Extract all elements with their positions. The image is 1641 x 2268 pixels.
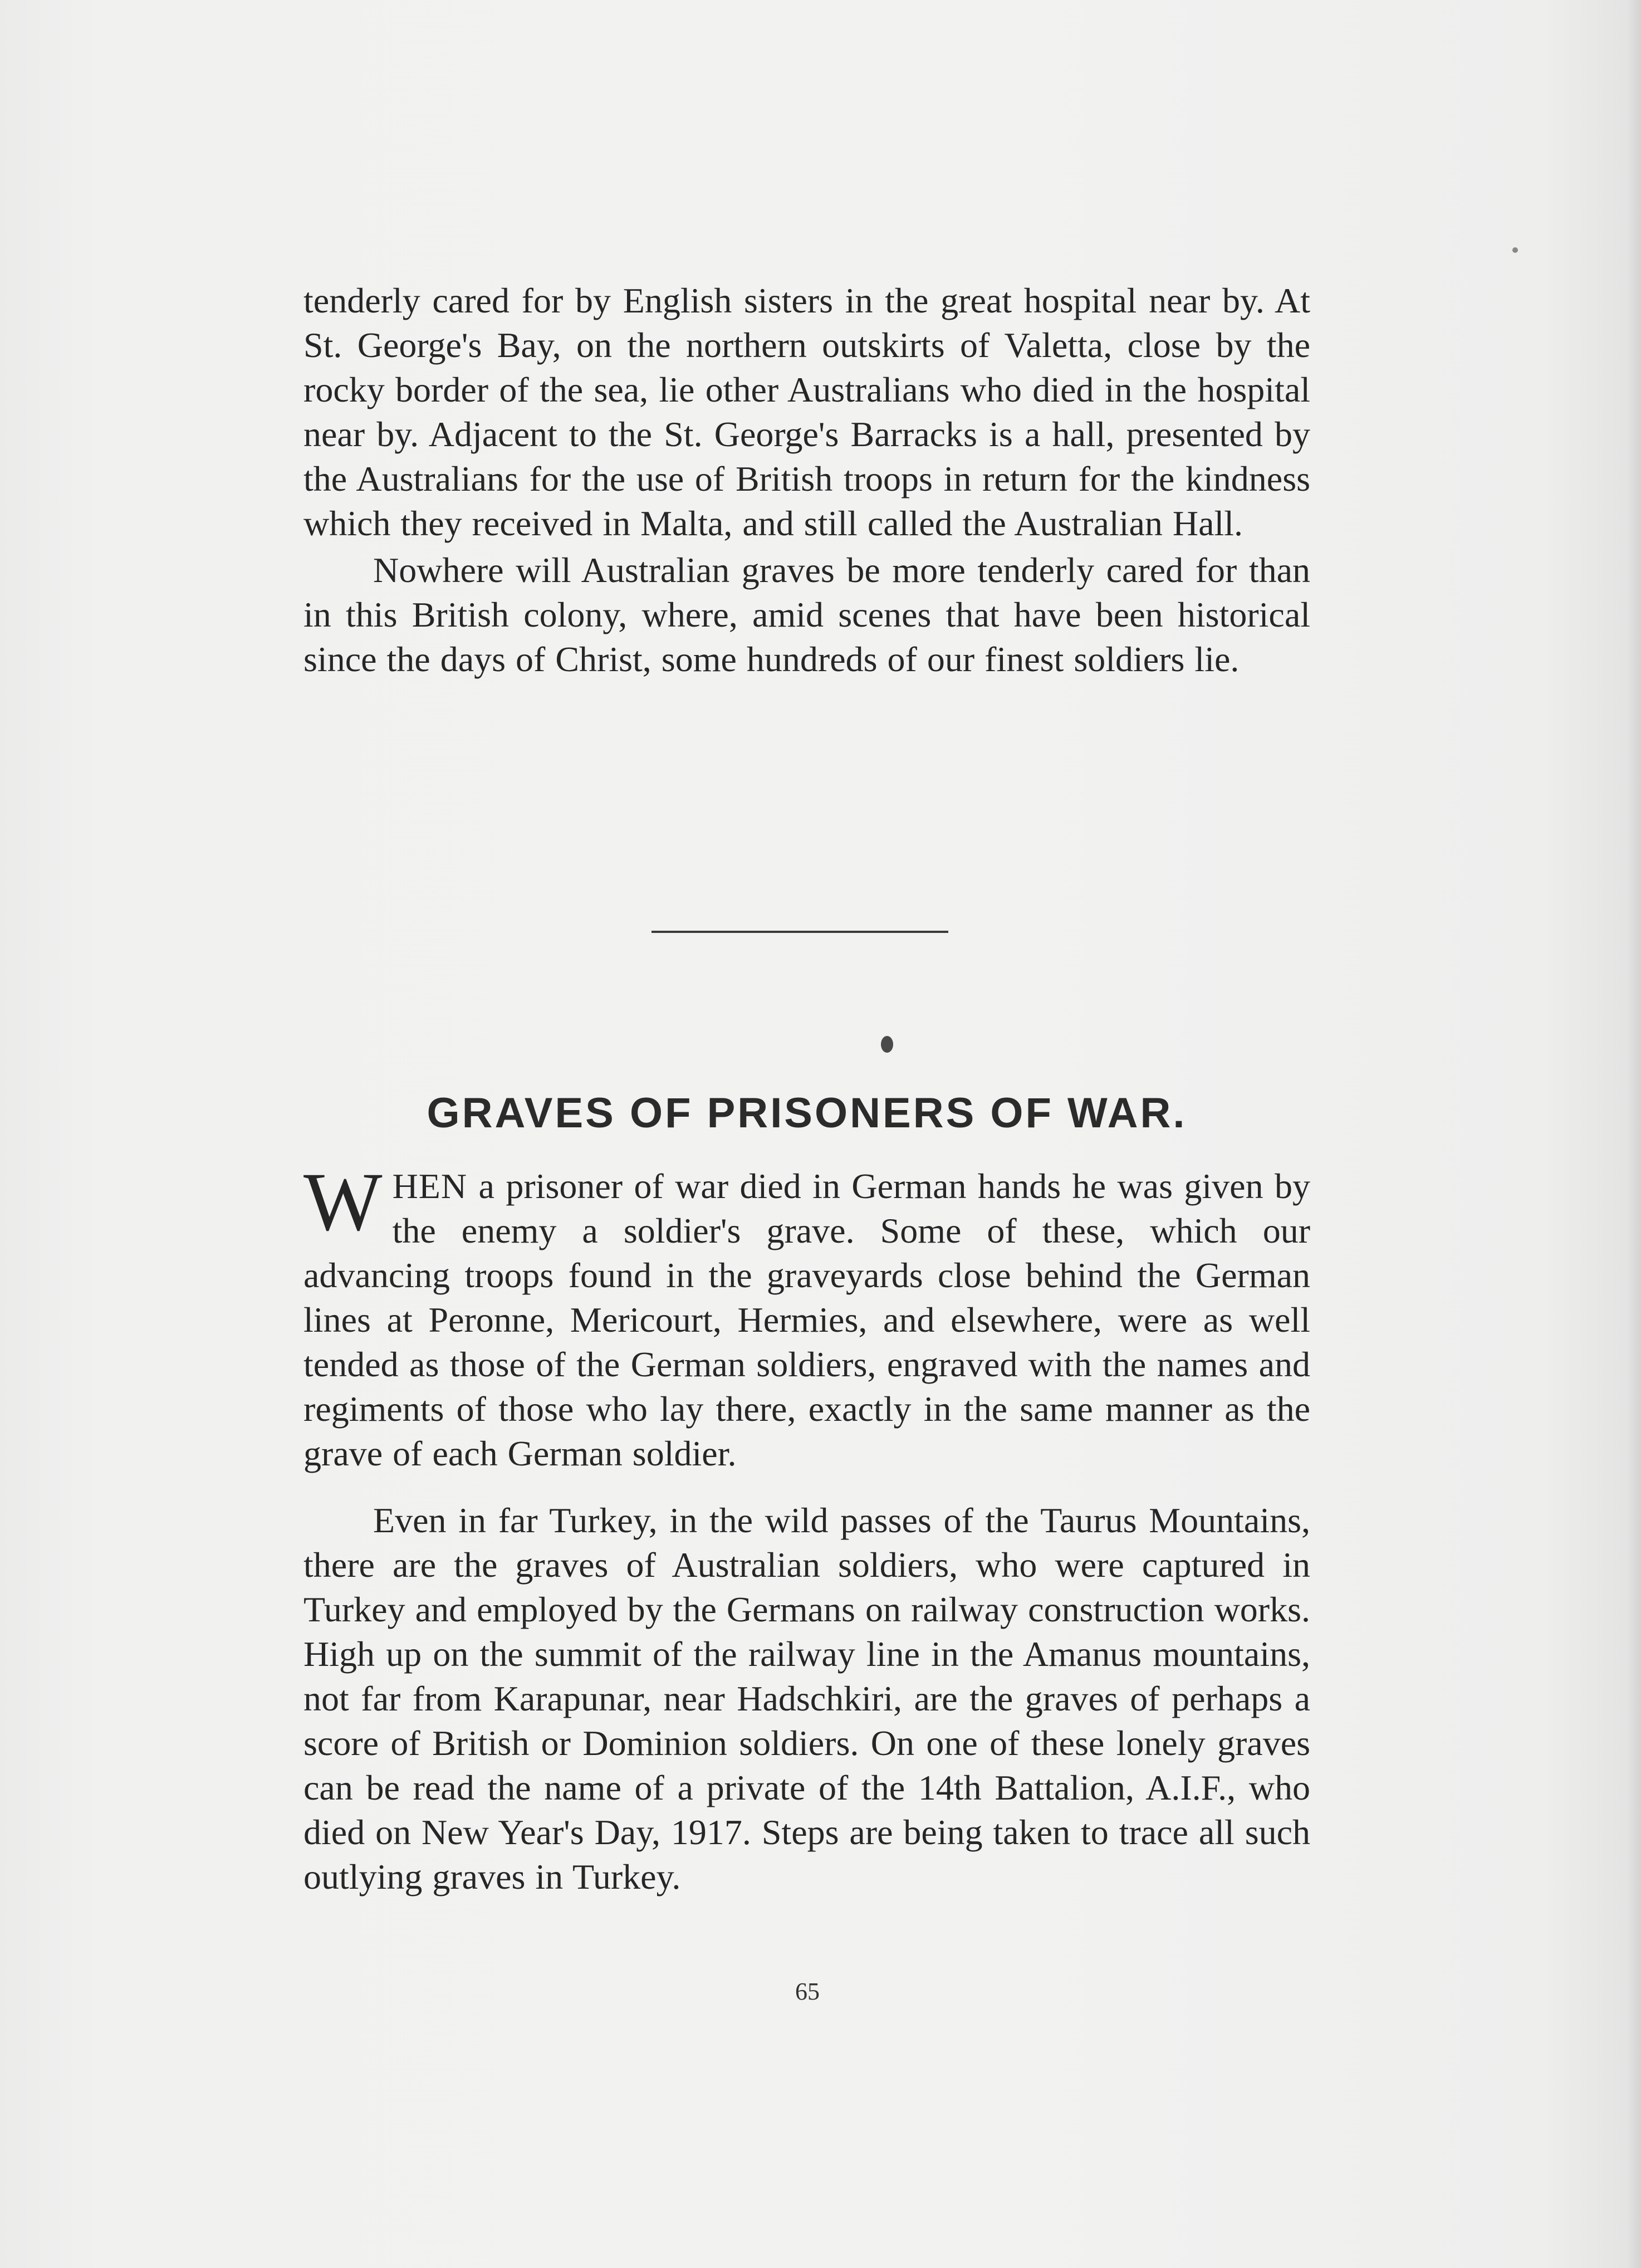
page-number: 65 [795, 1978, 820, 2005]
ink-speck [881, 1036, 893, 1053]
ink-speck [1512, 247, 1518, 253]
paragraph-prisoner-graves [303, 1156, 1310, 1476]
prisoners-text-block [303, 1156, 1310, 1899]
top-text-block [303, 278, 1310, 682]
page-edge-shadow [1627, 0, 1641, 2268]
paragraph-malta-hospital: tenderly cared for by English sisters in the great hospital near by. At St. George's Bay, on the northern outskirts of Valetta, close by the rocky border of the sea, lie other Australians who died in the hospital near by. Adjacent to the St. George's Barracks is a hall, presented by the Australians for the use of British troops in return for the kindness which they received in Malta, and still called the Australian Hall. [303, 281, 1310, 543]
paragraph-turkey-graves: Even in far Turkey, in the wild passes of the Taurus Mountains, there are the graves of Australian soldiers, who were captured in Turkey and employed by the Germans on railway construction works. High up on the summit of the railway line in the Amanus mountains, not far from Karapunar, near Hadschkiri, are the graves of perhaps a score of British or Dominion soldiers. On one of these lonely graves can be read the name of a private of the 14th Battalion, A.I.F., who died on New Year's Day, 1917. Steps are being taken to trace all such outlying graves in Turkey. [303, 1500, 1310, 1896]
drop-cap: W [303, 1156, 383, 1248]
paragraph-body: a prisoner of war died in German hands he was given by the enemy a soldier's grave. Some of these, which our advancing troops found in the graveyards close behind the German lines at Peronne, Mericourt, Hermies, and elsewhere, were as well tended as those of the German soldiers, engraved with the names and regiments of those who lay there, exactly in the same manner as the grave of each German soldier. [303, 1166, 1310, 1473]
paragraph-australian-graves: Nowhere will Australian graves be more tenderly cared for than in this British colony, where, amid scenes that have been historical since the days of Christ, some hundreds of our finest soldiers lie. [303, 550, 1310, 679]
first-word-caps: HEN [392, 1166, 468, 1206]
section-heading: GRAVES OF PRISONERS OF WAR. [427, 1089, 1187, 1137]
section-divider-rule [651, 931, 948, 933]
